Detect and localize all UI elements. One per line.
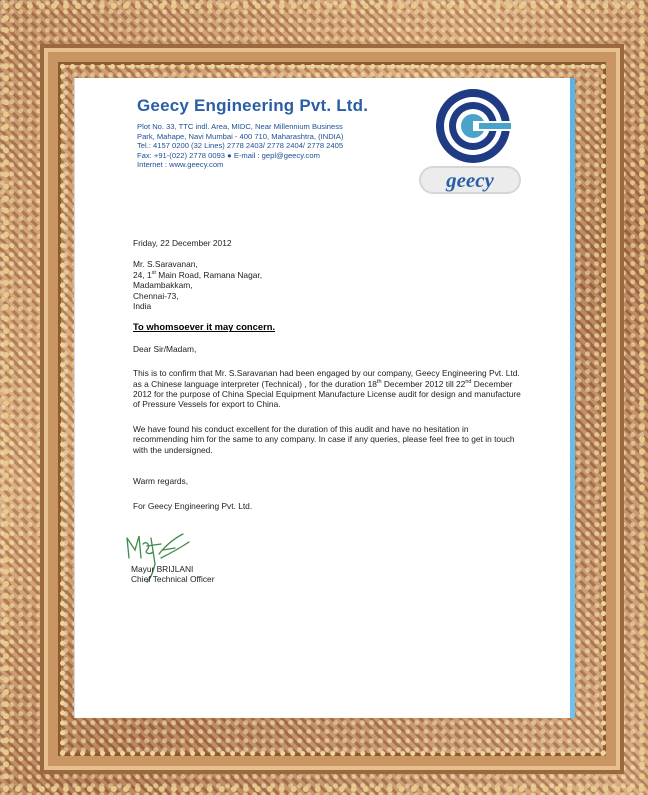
- address-line: Fax: +91-(022) 2778 0093 ● E-mail : gepl@geecy.com: [137, 150, 320, 160]
- address-line: Plot No. 33, TTC indl. Area, MIDC, Near Millennium Business: [137, 122, 343, 131]
- recipient-line: Madambakkam,: [133, 280, 193, 291]
- recipient-line-street: [133, 270, 523, 280]
- address-line: Tel.: 4157 0200 (32 Lines) 2778 2403/ 2778 2404/ 2778 2405: [137, 141, 344, 151]
- letter-body: [133, 238, 523, 511]
- closing: Warm regards,: [133, 476, 189, 487]
- paragraph-recommendation: We have found his conduct excellent for the duration of this audit and have no hesitation in recommending him for the same to any company. In case if any queries, please feel free to get in touch with the undersigned.: [133, 423, 515, 455]
- logo-word-text: geecy: [446, 168, 494, 192]
- recipient-address: [133, 259, 523, 311]
- street-prefix: 24, 1: [133, 269, 152, 280]
- company-name: Geecy Engineering Pvt. Ltd.: [137, 96, 369, 115]
- recipient-line: India: [133, 301, 152, 312]
- street-sup: st: [151, 270, 156, 277]
- company-address: [137, 122, 407, 170]
- recipient-line: Chennai-73,: [133, 290, 179, 301]
- letter-date: Friday, 22 December 2012: [133, 238, 232, 248]
- para1-sup2: nd: [465, 378, 472, 385]
- address-line: Park, Mahape, Navi Mumbai - 400 710, Maharashtra, (INDIA): [137, 131, 344, 141]
- para1-part1: This is to confirm that Mr. S.Saravanan had been engaged by our company, Geecy Engineering Pvt. Ltd. as a Chinese language interpreter (Technical) , for the duration 18: [133, 368, 520, 389]
- paragraph-confirmation: [133, 368, 523, 410]
- signatory: [131, 564, 214, 584]
- signatory-title: Chief Technical Officer: [131, 574, 215, 584]
- for-company: For Geecy Engineering Pvt. Ltd.: [133, 500, 253, 511]
- geecy-logo-icon: [433, 86, 513, 166]
- letter-paper: [74, 78, 575, 718]
- para1-part2: December 2012 till 22: [381, 378, 466, 389]
- geecy-wordmark: [417, 163, 523, 197]
- salutation: Dear Sir/Madam,: [133, 343, 197, 354]
- para1-part3: December 2012 for the purpose of China Special Equipment Manufacture License audit for design and manufacture of Pressure Vessels for export to China.: [133, 378, 521, 410]
- letterhead-blue-strip: [570, 78, 575, 718]
- address-line: Internet : www.geecy.com: [137, 160, 224, 170]
- para1-sup1: th: [376, 378, 382, 385]
- street-rest: Main Road, Ramana Nagar,: [155, 269, 263, 280]
- letter-subject: To whomsoever it may concern.: [133, 321, 276, 333]
- recipient-line: Mr. S.Saravanan,: [133, 259, 198, 270]
- signatory-name: Mayur BRIJLANI: [131, 564, 194, 574]
